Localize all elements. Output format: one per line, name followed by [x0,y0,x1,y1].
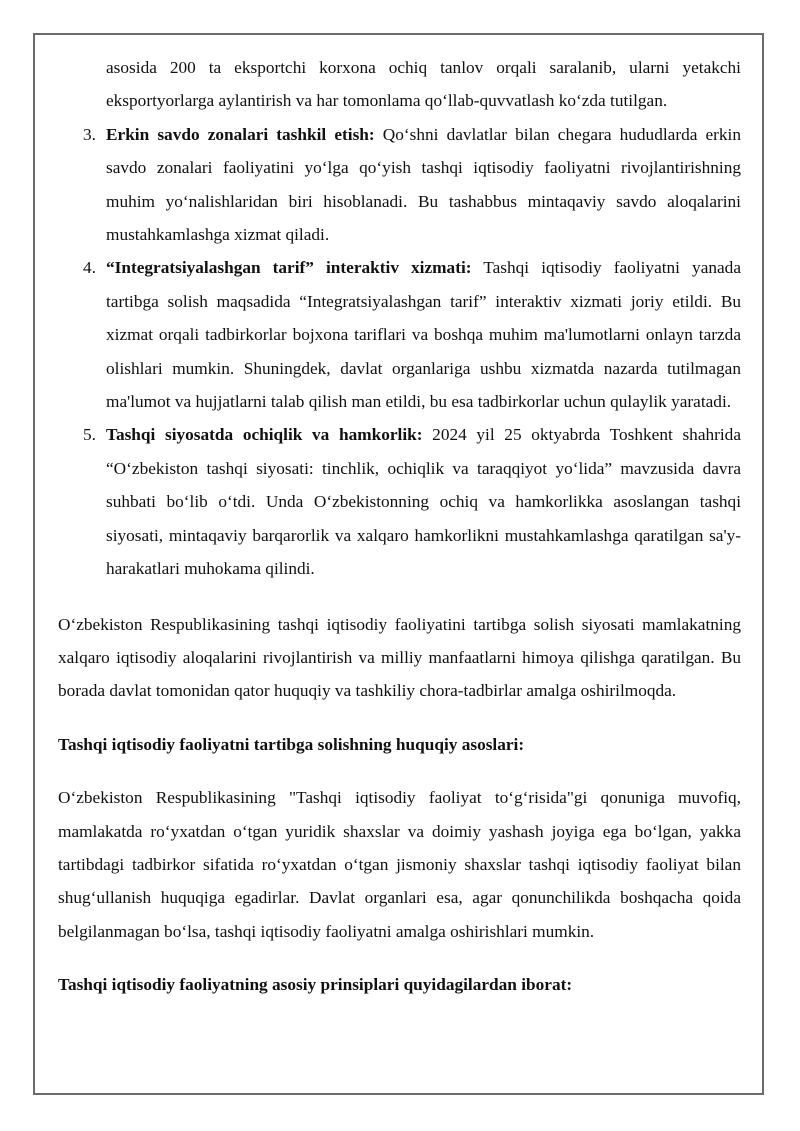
list-item [58,118,741,252]
list-item-continuation: asosida 200 ta eksportchi korxona ochiq tanlov orqali saralanib, ularni yetakchi eksportyorlarga aylantirish va har tomonlama qo‘llab-quvvatlash ko‘zda tutilgan. [106,58,741,111]
list-item-title: Tashqi siyosatda ochiqlik va hamkorlik: [106,425,423,445]
list-item-text: 2024 yil 25 oktyabrda Toshkent shahrida “O‘zbekiston tashqi siyosati: tinchlik, ochiqlik va taraqqiyot yo‘lida” mavzusida davra suhbati bo‘lib o‘tdi. Unda O‘zbekistonning ochiq va hamkorlikka asoslangan tashqi siyosati, mintaqaviy barqarorlik va xalqaro hamkorlikni mustahkamlashga qaratilgan sa'y-harakatlari muhokama qilindi. [106,425,741,579]
list-item-text: Tashqi iqtisodiy faoliyatni yanada tartibga solish maqsadida “Integratsiyalashgan tarif” interaktiv xizmati joriy etildi. Bu xizmat orqali tadbirkorlar bojxona tariflari va boshqa muhim ma'lumotlarni onlayn tarzda olishlari mumkin. Shuningdek, davlat organlariga ushbu xizmatda nazarda tutilmagan ma'lumot va hujjatlarni talab qilish man etildi, bu esa tadbirkorlar uchun qulaylik yaratadi. [106,258,741,412]
list-item [58,251,741,418]
list-item-number: 4. [83,258,96,278]
list-item-title: Erkin savdo zonalari tashkil etish: [106,124,375,144]
list-item-number: 5. [83,425,96,445]
list-item-text: Qo‘shni davlatlar bilan chegara hududlarda erkin savdo zonalari faoliyatini yo‘lga qo‘yish tashqi iqtisodiy faoliyatni rivojlantirishning muhim yo‘nalishlaridan biri hisoblanadi. Bu tashabbus mintaqaviy savdo aloqalarini mustahkamlashga xizmat qiladi. [106,124,741,245]
section-heading: Tashqi iqtisodiy faoliyatni tartibga solishning huquqiy asoslari: [58,734,525,754]
body-paragraph: O‘zbekiston Respublikasining tashqi iqtisodiy faoliyatini tartibga solish siyosati mamlakatning xalqaro iqtisodiy aloqalarini rivojlantirish va milliy manfaatlarni himoya qilishga qaratilgan. Bu borada davlat tomonidan qator huquqiy va tashkiliy chora-tadbirlar amalga oshirilmoqda. [58,614,741,701]
numbered-list [58,51,741,586]
list-item [58,418,741,585]
list-item-number: 3. [83,124,96,144]
section-heading: Tashqi iqtisodiy faoliyatning asosiy prinsiplari quyidagilardan iborat: [58,975,573,995]
document-body [58,51,741,1002]
body-paragraph: O‘zbekiston Respublikasining "Tashqi iqtisodiy faoliyat to‘g‘risida"gi qonuniga muvofiq, mamlakatda ro‘yxatdan o‘tgan yuridik shaxslar va doimiy yashash joyiga ega bo‘lgan, yakka tartibdagi tadbirkor sifatida ro‘yxatdan o‘tgan jismoniy shaxslar tashqi iqtisodiy faoliyat bilan shug‘ullanish huquqiga egadirlar. Davlat organlari esa, agar qonunchilikda boshqacha qoida belgilanmagan bo‘lsa, tashqi iqtisodiy faoliyatni amalga oshirishlari mumkin. [58,788,741,941]
list-item-title: “Integratsiyalashgan tarif” interaktiv xizmati: [106,258,472,278]
